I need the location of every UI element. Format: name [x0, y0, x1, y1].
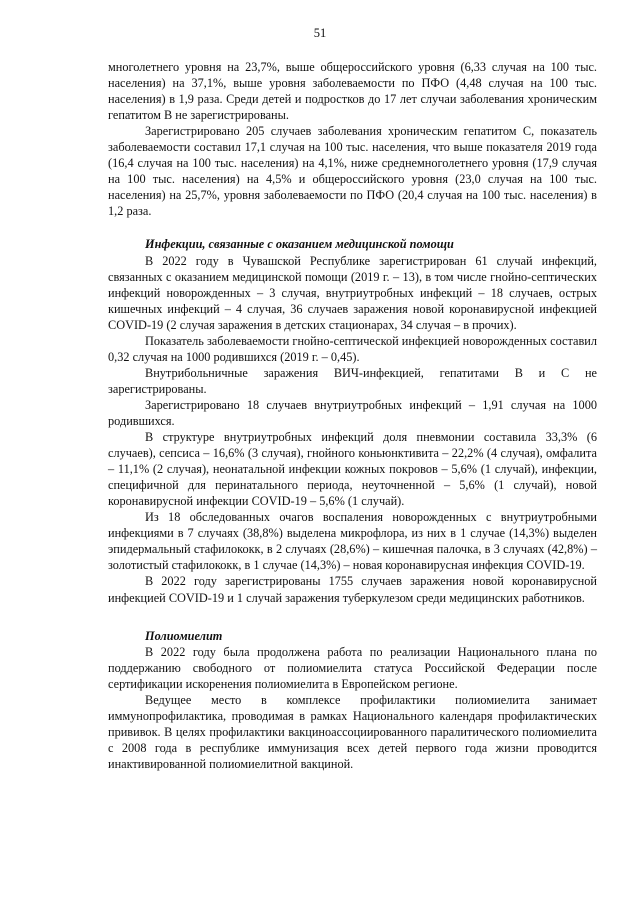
page-content: [108, 59, 597, 772]
page-number: 51: [313, 26, 327, 40]
spacer: [108, 606, 597, 628]
paragraph: Внутрибольничные заражения ВИЧ-инфекцией, гепатитами В и С не зарегистрированы.: [108, 365, 597, 396]
paragraph: В 2022 году в Чувашской Республике зарегистрирован 61 случай инфекций, связанных с оказанием медицинской помощи (2019 г. – 13), в том числе гнойно-септических инфекций новорожденных – 3 случая, внутриутробных инфекций – 18 случаев, острых кишечных инфекций – 4 случая, 36 случаев заражения новой коронавирусной инфекцией COVID-19 (2 случая заражения в детских стационарах, 34 случая – в прочих).: [108, 253, 597, 332]
paragraph: Из 18 обследованных очагов воспаления новорожденных с внутриутробными инфекциями в 7 случаях (38,8%) выделена микрофлора, из них в 1 случае (14,3%) выделен эпидермальный стафилококк, в 2 случаях (28,6%) – кишечная палочка, в 3 случаях (42,8%) – золотистый стафилококк, в 1 случае (14,3%) – новая коронавирусная инфекция COVID-19.: [108, 510, 597, 573]
paragraph: В 2022 году зарегистрированы 1755 случаев заражения новой коронавирусной инфекцией COVID-19 и 1 случай заражения туберкулезом среди медицинских работников.: [108, 574, 597, 605]
section-heading-polio: Полиомиелит: [145, 628, 223, 643]
section-heading-infections: Инфекции, связанные с оказанием медицинской помощи: [145, 237, 454, 252]
paragraph: В 2022 году была продолжена работа по реализации Национального плана по поддержанию свободного от полиомиелита статуса Российской Федерации после сертификации искоренения полиомиелита в Европейском регионе.: [108, 644, 597, 691]
paragraph: многолетнего уровня на 23,7%, выше общероссийского уровня (6,33 случая на 100 тыс. населения) на 37,1%, выше уровня заболеваемости по ПФО (4,48 случая на 100 тыс. населения) в 1,9 раза. Среди детей и подростков до 17 лет случаи заболевания хроническим гепатитом В не зарегистрированы.: [108, 60, 597, 123]
paragraph: Зарегистрировано 205 случаев заболевания хроническим гепатитом С, показатель заболеваемости составил 17,1 случая на 100 тыс. населения, что выше показателя 2019 года (16,4 случая на 100 тыс. населения) на 4,1%, ниже среднемноголетнего уровня (17,9 случая на 100 тыс. населения) на 4,5% и общероссийского уровня (23,0 случая на 100 тыс. населения) на 25,7%, уровня заболеваемости по ПФО (20,4 случая на 100 тыс. населения) в 1,2 раза.: [108, 124, 597, 219]
paragraph: Ведущее место в комплексе профилактики полиомиелита занимает иммунопрофилактика, проводимая в рамках Национального календаря профилактических прививок. В целях профилактики вакциноассоциированного паралитического полиомиелита с 2008 года в республике иммунизация всех детей первого года жизни проводится инактивированной полиомиелитной вакциной.: [108, 692, 597, 771]
paragraph: Показатель заболеваемости гнойно-септической инфекцией новорожденных составил 0,32 случая на 1000 родившихся (2019 г. – 0,45).: [108, 333, 597, 364]
spacer: [108, 219, 597, 236]
paragraph: Зарегистрировано 18 случаев внутриутробных инфекций – 1,91 случая на 1000 родившихся.: [108, 397, 597, 428]
paragraph: В структуре внутриутробных инфекций доля пневмонии составила 33,3% (6 случаев), сепсиса – 16,6% (3 случая), гнойного коньюнктивита – 22,2% (4 случая), омфалита – 11,1% (2 случая), неонатальной инфекции кожных покровов – 5,6% (1 случай), инфекции, специфичной для перинатального периода, неуточненной – 5,6% (1 случай), новой коронавирусной инфекции COVID-19 – 5,6% (1 случай).: [108, 430, 597, 509]
